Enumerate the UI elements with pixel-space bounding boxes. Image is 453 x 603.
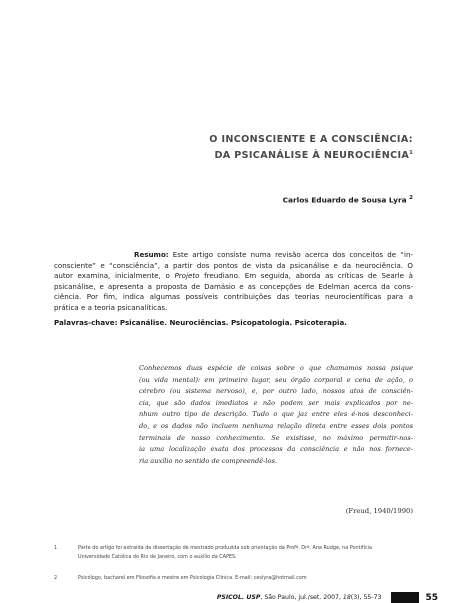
title-footnote-marker: 1 — [409, 149, 413, 156]
abstract-line-3-post: freudiano. Em seguida, aborda as críticas de Searle à — [199, 271, 413, 281]
author-name-text: Carlos Eduardo de Sousa Lyra — [282, 195, 407, 205]
title-line-1: O INCONSCIENTE E A CONSCIÊNCIA: — [209, 134, 413, 145]
footnote-text — [78, 574, 424, 583]
quote-line: ria auxílio no sentido de compreendê-los. — [139, 456, 277, 465]
journal-volume: 18 — [342, 594, 351, 601]
journal-reference — [217, 594, 382, 601]
title-line-2 — [209, 147, 413, 163]
quote-line: (ou vida mental): em primeiro lugar, seu órgão corporal e cena de ação, o — [139, 375, 413, 384]
abstract-emphasis-projeto: Projeto — [174, 271, 200, 281]
abstract-line-3 — [54, 271, 413, 282]
journal-issue-pages: (3), 55-73 — [350, 594, 382, 601]
abstract-line-1-text: Este artigo consiste numa revisão acerca dos conceitos de “in- — [168, 250, 413, 259]
title-line-2-text: DA PSICANÁLISE À NEUROCIÊNCIA — [214, 149, 410, 161]
footnote-number: 1 — [54, 545, 58, 551]
journal-name: PSICOL. USP — [216, 594, 261, 601]
abstract-line-4: psicanálise, e apresenta a proposta de Damásio e as concepções de Edelman acerca da cons- — [54, 281, 413, 291]
quote-line: do, e os dados não incluem nenhuma relação direta entre esses dois pontos — [139, 421, 413, 430]
quote-citation: (Freud, 1940/1990) — [345, 507, 413, 515]
footnote-line: Parte do artigo foi extraída de dissertação de mestrado produzida sob orientação da Profª. Drª. Ana Rudge, na Pontifícia — [78, 545, 373, 551]
journal-place-date: , São Paulo, jul./set. 2007, — [260, 594, 343, 601]
footnote-line: Psicólogo, bacharel em Filosofia e mestre em Psicologia Clínica. E-mail: ceslyra@hotmail.com — [78, 575, 307, 581]
author-footnote-marker: 2 — [409, 195, 413, 201]
keywords: Palavras-chave: Psicanálise. Neurociências. Psicopatologia. Psicoterapia. — [54, 318, 347, 327]
abstract — [54, 250, 413, 314]
footnote-number: 2 — [54, 575, 58, 581]
page-footer — [217, 592, 438, 603]
author-name — [283, 195, 413, 204]
quote-line: ia uma localização exata dos processos da consciência e não nos fornece- — [139, 445, 413, 454]
quote-line: cérebro (ou sistema nervoso), e, por outro lado, nossos atos de consciên- — [139, 387, 413, 396]
abstract-line-5: ciência. Por fim, indica algumas possíveis contribuições das teorias neurocientíficas para a — [54, 292, 413, 302]
quote-line: Conhecemos duas espécie de coisas sobre o que chamamos nossa psique — [139, 364, 413, 372]
quote-line: nhum outro tipo de descrição. Tudo o que jaz entre eles é-nos desconheci- — [139, 410, 413, 419]
abstract-line-1 — [54, 250, 413, 261]
page-number: 55 — [425, 592, 438, 603]
abstract-line-3-pre: autor examina, inicialmente, o — [54, 271, 175, 281]
abstract-label: Resumo: — [134, 250, 169, 259]
article-title — [209, 134, 413, 162]
abstract-line-6: prática e a teoria psicanalíticas. — [54, 302, 168, 312]
quote-line: terminais de nosso conhecimento. Se existisse, no máximo permitir-nos- — [139, 433, 413, 442]
footnote-line: Universidade Católica do Rio de Janeiro, com o auxílio da CAPES. — [78, 553, 237, 560]
footnote-text — [78, 544, 424, 561]
quote-line: cia, que são dados imediatos e não podem ser mais explicados por ne- — [139, 398, 413, 407]
abstract-line-2: consciente” e “consciência”, a partir dos pontos de vista da psicanálise e da neurociência. O — [54, 260, 413, 270]
epigraph-quote — [139, 363, 413, 467]
footer-black-block — [391, 592, 419, 603]
